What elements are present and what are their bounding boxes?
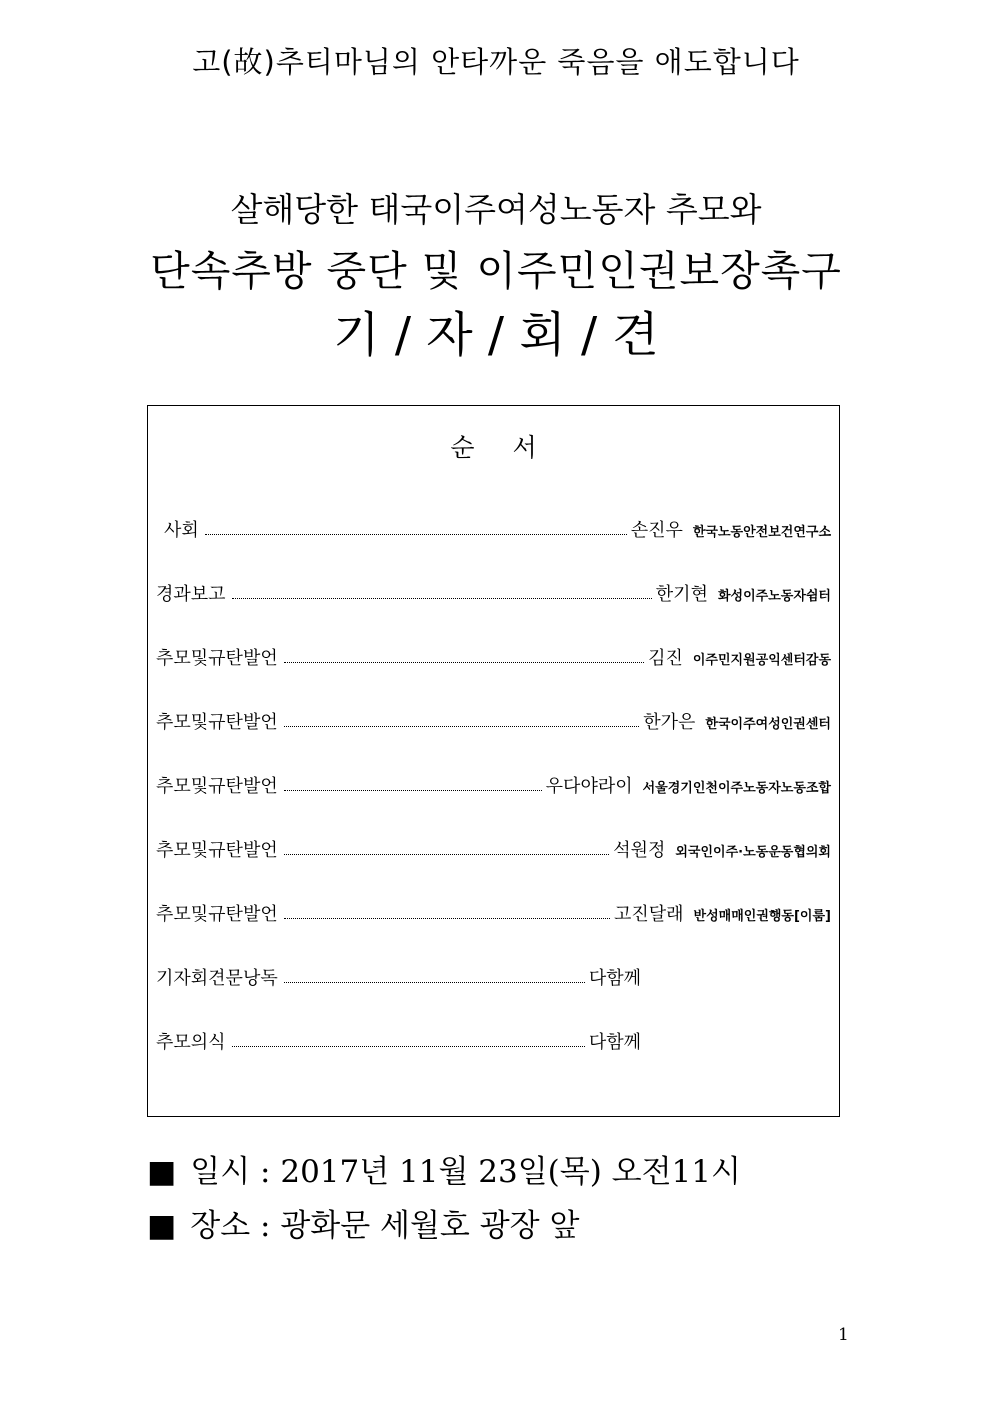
datetime-text: 일시 : 2017년 11월 23일(목) 오전11시 [190,1154,741,1190]
dot-leader [284,725,640,727]
program-role: 추모및규탄발언 [156,840,278,861]
program-role: 사회 [164,520,199,541]
program-organization: 한국노동안전보건연구소 [692,525,831,540]
main-title: 단속추방 중단 및 이주민인권보장촉구 [150,247,842,295]
program-role: 기자회견문낭독 [156,968,278,989]
program-row [156,1028,831,1058]
dot-leader [284,853,609,855]
program-speaker: 고진달래 [613,904,684,925]
program-speaker: 석원정 [613,840,666,861]
program-row [156,900,831,930]
program-role: 추모및규탄발언 [156,776,278,797]
program-row [156,708,831,738]
program-role: 경과보고 [156,584,226,605]
program-box [147,405,840,1117]
program-role: 추모및규탄발언 [156,648,278,669]
program-speaker: 우다야라이 [545,776,633,797]
dot-leader [232,597,652,599]
program-organization: 화성이주노동자쉼터 [717,589,831,604]
program-role: 추모및규탄발언 [156,712,278,733]
press-conference-title: 기 / 자 / 회 / 견 [333,307,659,363]
program-organization: 이주민지원공익센터감동 [692,653,831,668]
program-row [156,836,831,866]
program-row [156,964,831,994]
program-organization: 한국이주여성인권센터 [705,717,831,732]
program-role: 추모의식 [156,1032,226,1053]
program-speaker: 한가은 [643,712,696,733]
program-organization: 서울경기인천이주노동자노동조합 [642,781,831,796]
program-role: 추모및규탄발언 [156,904,278,925]
program-speaker: 손진우 [630,520,683,541]
dot-leader [284,789,542,791]
program-speaker: 다함께 [588,1032,641,1053]
square-bullet-icon: ■ [147,1154,177,1190]
dot-leader [284,917,610,919]
page-number: 1 [838,1325,849,1345]
memorial-line: 고(故)추티마님의 안타까운 죽음을 애도합니다 [192,45,800,79]
program-row [156,644,831,674]
program-heading: 순 서 [450,433,537,462]
program-speaker: 한기현 [655,584,708,605]
dot-leader [205,533,627,535]
datetime-line [147,1146,741,1191]
program-speaker: 김진 [648,648,683,669]
program-speaker: 다함께 [588,968,641,989]
place-line [147,1200,579,1245]
program-row [156,772,831,802]
dot-leader [284,661,644,663]
program-row [156,516,831,546]
program-row [156,580,831,610]
program-organization: 반성매매인권행동[이룸] [693,909,831,924]
program-organization: 외국인이주·노동운동협의회 [675,845,831,860]
subtitle: 살해당한 태국이주여성노동자 추모와 [230,190,762,229]
dot-leader [232,1045,585,1047]
place-text: 장소 : 광화문 세월호 광장 앞 [190,1208,580,1244]
square-bullet-icon: ■ [147,1208,177,1244]
dot-leader [284,981,585,983]
